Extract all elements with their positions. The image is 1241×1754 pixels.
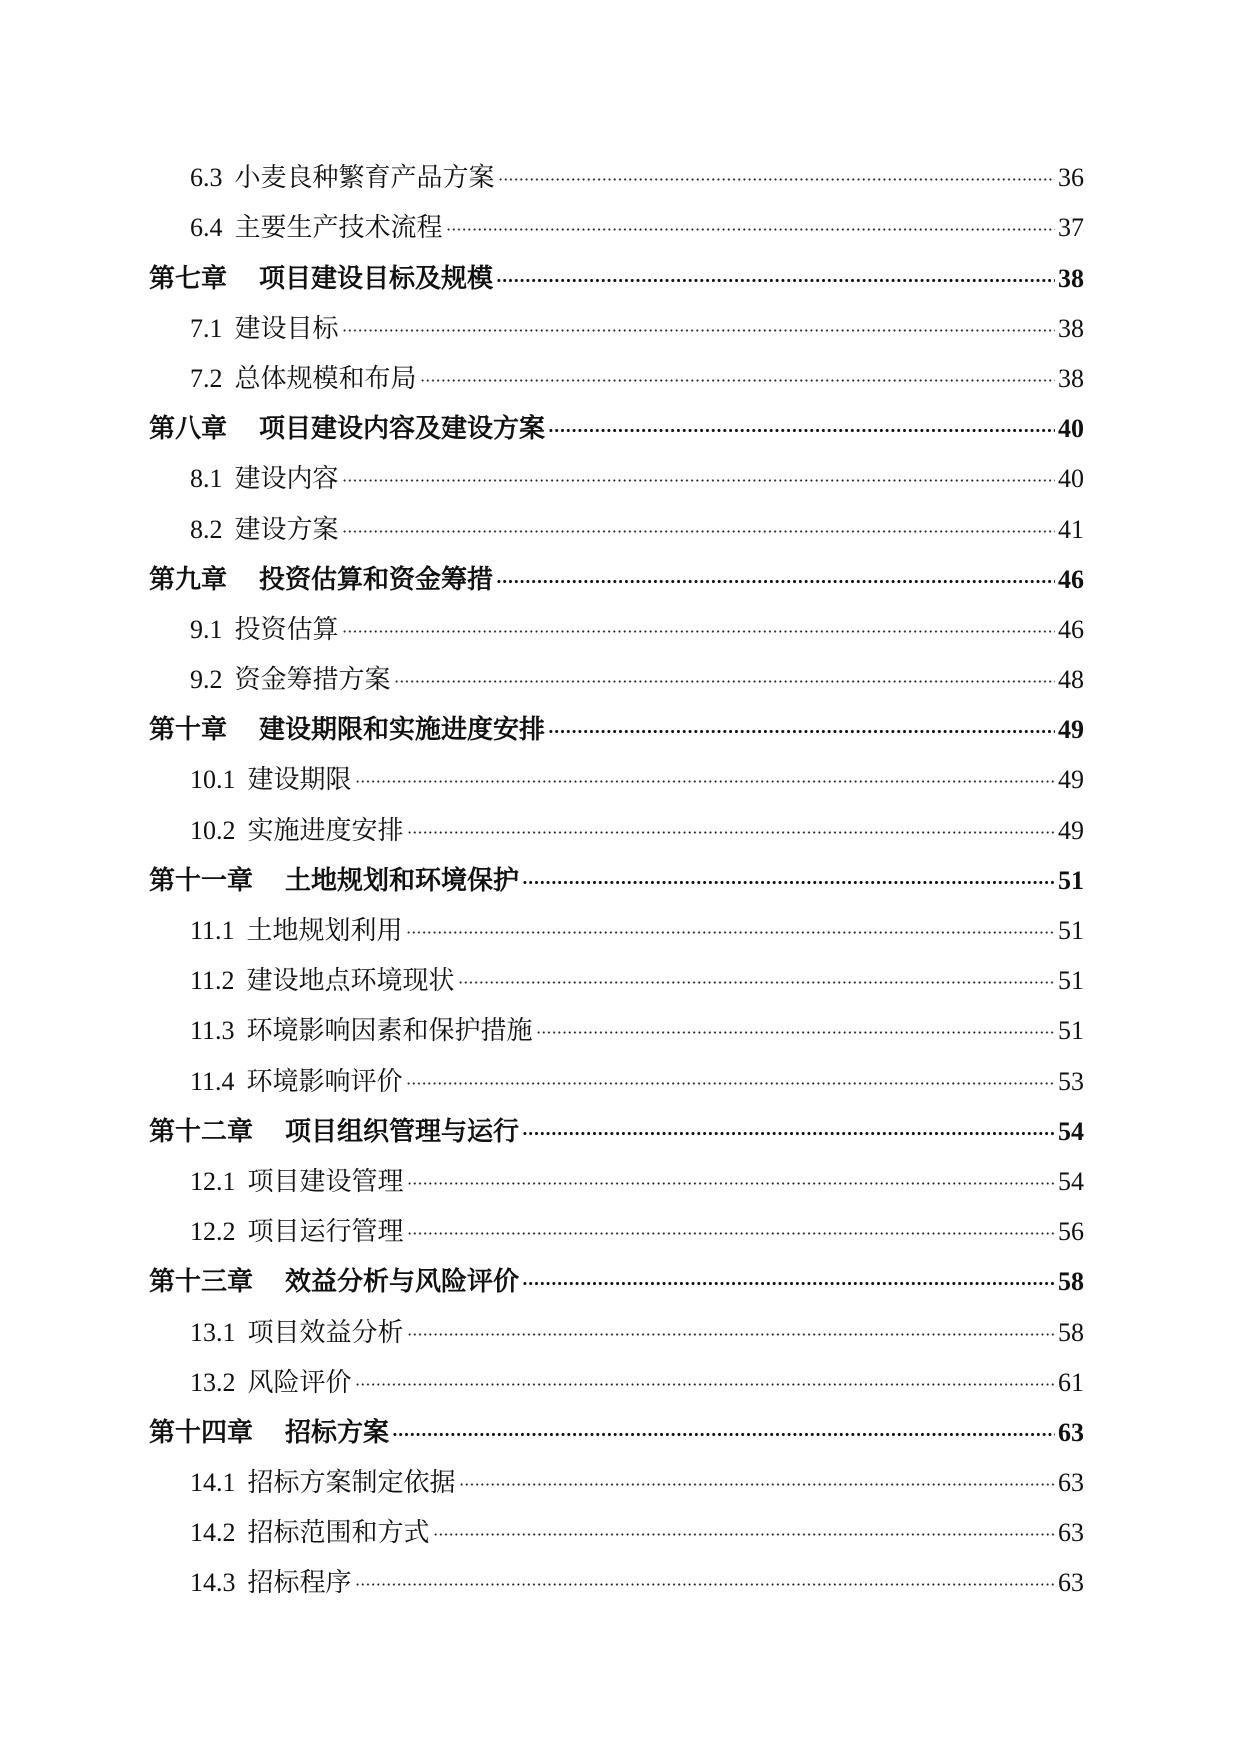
toc-row bbox=[0, 507, 1241, 557]
chapter-title: 土地规划和环境保护 bbox=[285, 865, 520, 896]
section-title: 项目建设管理 bbox=[247, 1166, 404, 1197]
section-number: 8.1 bbox=[190, 464, 223, 494]
page-number: 63 bbox=[1058, 1468, 1084, 1498]
toc-chapter-entry[interactable] bbox=[149, 1111, 1084, 1148]
section-number: 9.1 bbox=[190, 614, 223, 644]
page-number: 51 bbox=[1058, 1016, 1084, 1046]
section-number: 7.2 bbox=[190, 363, 223, 393]
toc-row bbox=[0, 357, 1241, 407]
toc-section-entry[interactable] bbox=[190, 1010, 1084, 1047]
toc-row bbox=[0, 859, 1241, 909]
section-title: 招标范围和方式 bbox=[247, 1518, 430, 1549]
dot-leader bbox=[342, 630, 1055, 633]
page-number: 63 bbox=[1058, 1417, 1084, 1447]
toc-chapter-entry[interactable] bbox=[149, 1261, 1084, 1298]
dot-leader bbox=[522, 881, 1055, 884]
page-number: 49 bbox=[1058, 815, 1084, 845]
chapter-title: 项目建设目标及规模 bbox=[259, 263, 494, 294]
section-number: 7.1 bbox=[190, 313, 223, 343]
toc-section-entry[interactable] bbox=[190, 1462, 1084, 1499]
section-title: 环境影响评价 bbox=[246, 1066, 403, 1097]
dot-leader bbox=[394, 680, 1055, 683]
page-number: 58 bbox=[1058, 1267, 1084, 1297]
toc-section-entry[interactable] bbox=[190, 1512, 1084, 1549]
dot-leader bbox=[458, 981, 1055, 984]
page-number: 38 bbox=[1058, 263, 1084, 293]
section-title: 项目效益分析 bbox=[247, 1317, 404, 1348]
dot-leader bbox=[522, 1132, 1055, 1135]
toc-section-entry[interactable] bbox=[190, 659, 1084, 696]
toc-chapter-entry[interactable] bbox=[149, 709, 1084, 746]
dot-leader bbox=[407, 1333, 1055, 1336]
section-title: 招标程序 bbox=[247, 1568, 352, 1599]
page-number: 56 bbox=[1058, 1217, 1084, 1247]
toc-section-entry[interactable] bbox=[190, 759, 1084, 796]
chapter-number: 第十一章 bbox=[149, 865, 254, 896]
section-title: 资金筹措方案 bbox=[234, 665, 391, 696]
dot-leader bbox=[496, 580, 1055, 583]
chapter-number: 第十二章 bbox=[149, 1116, 254, 1147]
section-number: 9.2 bbox=[190, 665, 223, 695]
section-title: 建设地点环境现状 bbox=[246, 966, 455, 997]
toc-section-entry[interactable] bbox=[190, 609, 1084, 646]
section-number: 11.2 bbox=[190, 966, 235, 996]
toc-section-entry[interactable] bbox=[190, 1161, 1084, 1198]
dot-leader bbox=[407, 1182, 1055, 1185]
section-title: 建设方案 bbox=[234, 514, 339, 545]
page-number: 51 bbox=[1058, 916, 1084, 945]
toc-row bbox=[0, 156, 1241, 206]
chapter-number: 第十章 bbox=[149, 715, 228, 746]
page-number: 46 bbox=[1058, 564, 1084, 594]
dot-leader bbox=[406, 931, 1055, 934]
toc-chapter-entry[interactable] bbox=[149, 1412, 1084, 1449]
dot-leader bbox=[459, 1483, 1055, 1486]
chapter-title: 项目建设内容及建设方案 bbox=[259, 414, 546, 445]
section-number: 11.3 bbox=[190, 1016, 235, 1046]
dot-leader bbox=[407, 831, 1055, 834]
toc-row bbox=[0, 608, 1241, 658]
section-number: 13.2 bbox=[190, 1367, 236, 1397]
section-title: 总体规模和布局 bbox=[234, 363, 417, 394]
toc-section-entry[interactable] bbox=[190, 1061, 1084, 1098]
toc-section-entry[interactable] bbox=[190, 308, 1084, 345]
toc-chapter-entry[interactable] bbox=[149, 258, 1084, 295]
page-number: 63 bbox=[1058, 1568, 1084, 1598]
chapter-number: 第七章 bbox=[149, 263, 228, 294]
toc-chapter-entry[interactable] bbox=[149, 860, 1084, 897]
toc-row bbox=[0, 1561, 1241, 1611]
section-number: 6.3 bbox=[190, 163, 223, 193]
page-number: 37 bbox=[1058, 213, 1084, 243]
toc-row bbox=[0, 307, 1241, 357]
dot-leader bbox=[355, 1583, 1055, 1586]
section-title: 主要生产技术流程 bbox=[234, 213, 443, 244]
toc-section-entry[interactable] bbox=[190, 157, 1084, 194]
toc-row bbox=[0, 1110, 1241, 1160]
dot-leader bbox=[446, 228, 1055, 231]
page-number: 49 bbox=[1058, 715, 1084, 745]
toc-row bbox=[0, 909, 1241, 959]
dot-leader bbox=[342, 479, 1055, 482]
section-title: 建设目标 bbox=[234, 313, 339, 344]
toc-row bbox=[0, 1260, 1241, 1310]
section-title: 招标方案制定依据 bbox=[247, 1468, 456, 1499]
dot-leader bbox=[522, 1282, 1055, 1285]
page-number: 54 bbox=[1058, 1166, 1084, 1196]
dot-leader bbox=[342, 329, 1055, 332]
section-number: 14.3 bbox=[190, 1568, 236, 1598]
toc-row bbox=[0, 1411, 1241, 1461]
page-number: 51 bbox=[1058, 865, 1084, 895]
toc-chapter-entry[interactable] bbox=[149, 408, 1084, 445]
page-number: 40 bbox=[1058, 414, 1084, 444]
section-number: 14.1 bbox=[190, 1468, 236, 1498]
section-number: 10.2 bbox=[190, 815, 236, 845]
dot-leader bbox=[498, 178, 1055, 181]
dot-leader bbox=[548, 429, 1055, 432]
section-title: 土地规划利用 bbox=[246, 916, 403, 946]
page-number: 51 bbox=[1058, 966, 1084, 996]
section-number: 11.1 bbox=[190, 916, 235, 945]
dot-leader bbox=[536, 1031, 1055, 1034]
page-number: 46 bbox=[1058, 614, 1084, 644]
section-number: 11.4 bbox=[190, 1066, 235, 1096]
page-number: 38 bbox=[1058, 313, 1084, 343]
section-number: 14.2 bbox=[190, 1518, 236, 1548]
section-title: 小麦良种繁育产品方案 bbox=[234, 163, 495, 194]
toc-row bbox=[0, 1210, 1241, 1260]
toc-row bbox=[0, 256, 1241, 306]
section-number: 12.1 bbox=[190, 1166, 236, 1196]
chapter-number: 第八章 bbox=[149, 414, 228, 445]
dot-leader bbox=[355, 780, 1055, 783]
toc-row bbox=[0, 808, 1241, 858]
toc-row bbox=[0, 457, 1241, 507]
section-number: 8.2 bbox=[190, 514, 223, 544]
section-number: 6.4 bbox=[190, 213, 223, 243]
section-number: 10.1 bbox=[190, 765, 236, 795]
toc-section-entry[interactable] bbox=[190, 1312, 1084, 1349]
toc-chapter-entry[interactable] bbox=[149, 559, 1084, 596]
toc-row bbox=[0, 959, 1241, 1009]
chapter-number: 第九章 bbox=[149, 564, 228, 595]
chapter-title: 建设期限和实施进度安排 bbox=[259, 715, 546, 746]
dot-leader bbox=[406, 1082, 1055, 1085]
dot-leader bbox=[496, 279, 1055, 282]
chapter-title: 效益分析与风险评价 bbox=[285, 1267, 520, 1298]
page-number: 49 bbox=[1058, 765, 1084, 795]
toc-row bbox=[0, 1511, 1241, 1561]
toc-row bbox=[0, 206, 1241, 256]
toc-section-entry[interactable] bbox=[190, 1362, 1084, 1399]
table-of-contents bbox=[0, 156, 1241, 1611]
page-number: 54 bbox=[1058, 1116, 1084, 1146]
toc-section-entry[interactable] bbox=[190, 207, 1084, 244]
page-number: 53 bbox=[1058, 1066, 1084, 1096]
toc-section-entry[interactable] bbox=[190, 1211, 1084, 1248]
chapter-number: 第十三章 bbox=[149, 1267, 254, 1298]
chapter-title: 招标方案 bbox=[285, 1417, 390, 1448]
toc-section-entry[interactable] bbox=[190, 960, 1084, 997]
toc-section-entry[interactable] bbox=[190, 1562, 1084, 1599]
toc-section-entry[interactable] bbox=[190, 810, 1084, 847]
toc-section-entry[interactable] bbox=[190, 458, 1084, 495]
dot-leader bbox=[392, 1433, 1055, 1436]
toc-row bbox=[0, 1310, 1241, 1360]
dot-leader bbox=[433, 1533, 1055, 1536]
chapter-title: 项目组织管理与运行 bbox=[285, 1116, 520, 1147]
page-number: 63 bbox=[1058, 1518, 1084, 1548]
toc-row bbox=[0, 407, 1241, 457]
page-number: 41 bbox=[1058, 514, 1084, 544]
section-title: 投资估算 bbox=[234, 614, 339, 645]
toc-row bbox=[0, 1059, 1241, 1109]
section-number: 12.2 bbox=[190, 1217, 236, 1247]
section-title: 建设内容 bbox=[234, 464, 339, 495]
toc-row bbox=[0, 1361, 1241, 1411]
toc-section-entry[interactable] bbox=[190, 509, 1084, 546]
section-title: 风险评价 bbox=[247, 1367, 352, 1398]
page-number: 36 bbox=[1058, 163, 1084, 193]
page-number: 58 bbox=[1058, 1317, 1084, 1347]
section-number: 13.1 bbox=[190, 1317, 236, 1347]
section-title: 实施进度安排 bbox=[247, 815, 404, 846]
chapter-title: 投资估算和资金筹措 bbox=[259, 564, 494, 595]
toc-row bbox=[0, 708, 1241, 758]
toc-row bbox=[0, 758, 1241, 808]
page-number: 61 bbox=[1058, 1367, 1084, 1397]
page-number: 48 bbox=[1058, 665, 1084, 695]
page-number: 38 bbox=[1058, 363, 1084, 393]
toc-row bbox=[0, 1160, 1241, 1210]
section-title: 项目运行管理 bbox=[247, 1217, 404, 1248]
toc-row bbox=[0, 658, 1241, 708]
page-number: 40 bbox=[1058, 464, 1084, 494]
dot-leader bbox=[548, 730, 1055, 733]
toc-row bbox=[0, 1009, 1241, 1059]
dot-leader bbox=[342, 530, 1055, 533]
dot-leader bbox=[407, 1232, 1055, 1235]
toc-row bbox=[0, 558, 1241, 608]
dot-leader bbox=[355, 1383, 1055, 1386]
toc-section-entry[interactable] bbox=[190, 910, 1084, 947]
dot-leader bbox=[420, 379, 1055, 382]
toc-row bbox=[0, 1461, 1241, 1511]
section-title: 建设期限 bbox=[247, 765, 352, 796]
toc-section-entry[interactable] bbox=[190, 358, 1084, 395]
chapter-number: 第十四章 bbox=[149, 1417, 254, 1448]
section-title: 环境影响因素和保护措施 bbox=[246, 1016, 533, 1047]
